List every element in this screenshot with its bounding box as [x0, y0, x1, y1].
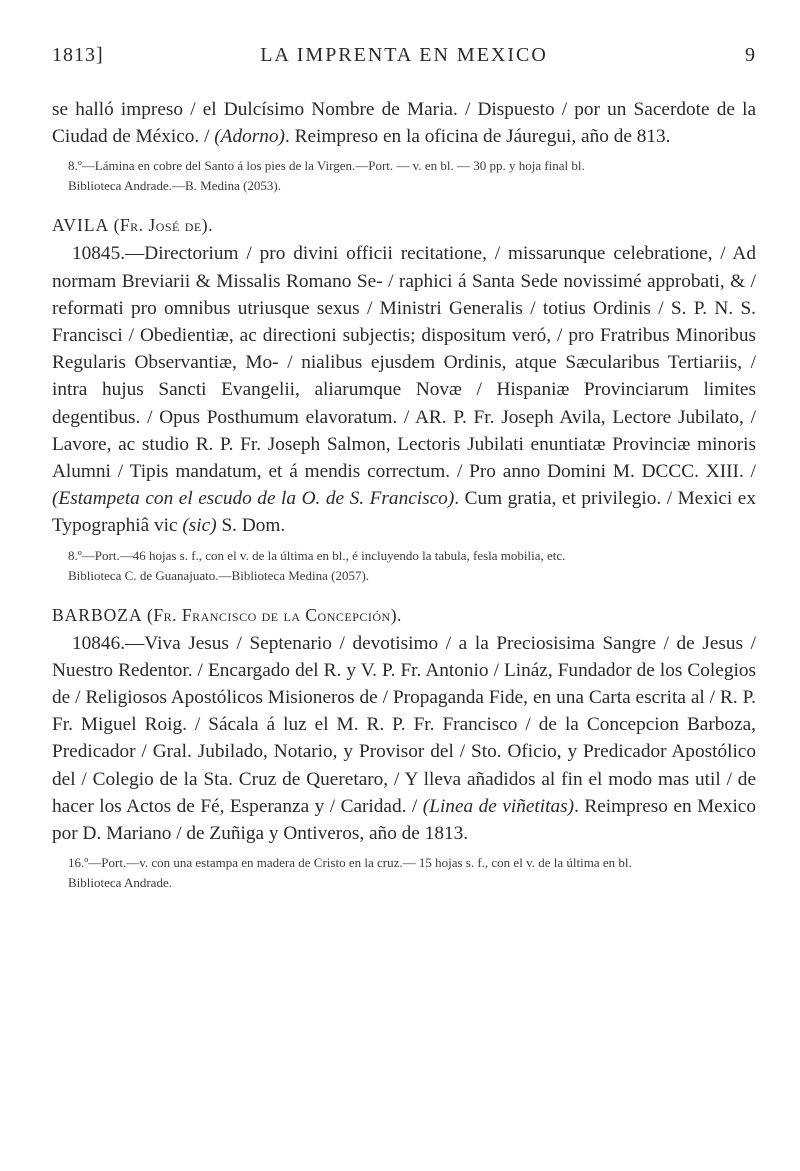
- running-head-title: LA IMPRENTA EN MEXICO: [260, 44, 548, 66]
- continuation-note-library: Biblioteca Andrade.—B. Medina (2053).: [68, 178, 282, 194]
- running-head: [52, 44, 756, 74]
- avila-note-library: Biblioteca C. de Guanajuato.—Biblioteca Medina (2057).: [68, 567, 370, 583]
- barboza-italic: (Linea de viñetitas): [422, 795, 575, 817]
- page-number: 9: [745, 44, 756, 66]
- entry-heading-avila: AVILA (Fr. José de).: [52, 215, 213, 236]
- avila-sic: (sic): [182, 515, 217, 537]
- entry-heading-barboza: BARBOZA (Fr. Francisco de la Concepción).: [52, 604, 402, 625]
- running-head-year: 1813]: [52, 44, 104, 66]
- page-body: [52, 96, 756, 893]
- continuation-note-physical: 8.º—Lámina en cobre del Santo á los pies de la Virgen.—Port. — v. en bl. — 30 pp. y hoja final bl.: [68, 158, 585, 174]
- avila-italic: (Estampeta con el escudo de la O. de S. Francisco): [52, 488, 455, 510]
- barboza-note-library: Biblioteca Andrade.: [68, 875, 172, 891]
- continuation-italic: (Adorno): [214, 126, 285, 148]
- entry-text-barboza: 10846.—Viva Jesus / Septenario / devotisimo / a la Preciosisima Sangre / de Jesus / Nuestro Redentor. / Encargado del R. y V. P. Fr. Antonio / Lináz, Fundador de los Colegios de / Religiosos Apostólicos Misioneros de / Propaganda Fide, en una Carta escrita al / R. P. Fr. Miguel Roig. / Sácala á luz el M. R. P. Fr. Francisco / de la Concepcion Barboza, Predicador / Gral. Jubilado, Notario, y Provisor del / Sto. Oficio, y Predicador Apostólico del / Colegio de la Sta. Cruz de Queretaro, / Y lleva añadidos al fin el modo mas util / de hacer los Actos de Fé, Esperanza y / Caridad. / (Linea de viñetitas). Reimpreso en Mexico por D. Mariano / de Zuñiga y Ontiveros, año de 1813.: [52, 632, 757, 845]
- barboza-note-physical: 16.º—Port.—v. con una estampa en madera de Cristo en la cruz.— 15 hojas s. f., con el v. de la última en bl.: [68, 855, 632, 871]
- continuation-paragraph: se halló impreso / el Dulcísimo Nombre de Maria. / Dispuesto / por un Sacerdote de la Ciudad de México. / (Adorno). Reimpreso en la oficina de Jáuregui, año de 813.: [52, 99, 756, 148]
- avila-note-physical: 8.º—Port.—46 hojas s. f., con el v. de la última en bl., é incluyendo la tabula, fesla mobilia, etc.: [68, 547, 566, 563]
- entry-text-avila: 10845.—Directorium / pro divini officii recitatione, / missarunque celebratione, / Ad normam Breviarii & Missalis Romano Se- / raphici á Santa Sede novissimé approbati, & / reformati pro omnibus utriusque sexus / Ministri Generalis / totius Ordinis / S. P. N. S. Francisci / Obedientiæ, ac directioni subjectis; dispositum veró, / pro Fratribus Minoribus Regularis Observantiæ, Mo- / nialibus ejusdem Ordinis, atque Sæcularibus Tertiariis, / intra hujus Sancti Evangelii, aliarumque Novæ / Hispaniæ Provinciarum limites degentibus. / Opus Posthumum elavoratum. / AR. P. Fr. Joseph Avila, Lectore Jubilato, / Lavore, ac studio R. P. Fr. Joseph Salmon, Lectoris Jubilati enuntiatæ Provinciæ minoris Alumni / Tipis mandatum, et á mendis correctum. / Pro anno Domini M. DCCC. XIII. / (Estampeta con el escudo de la O. de S. Francisco). Cum gratia, et privilegio. / Mexici ex Typographiâ vic (sic) S. Dom.: [52, 243, 756, 537]
